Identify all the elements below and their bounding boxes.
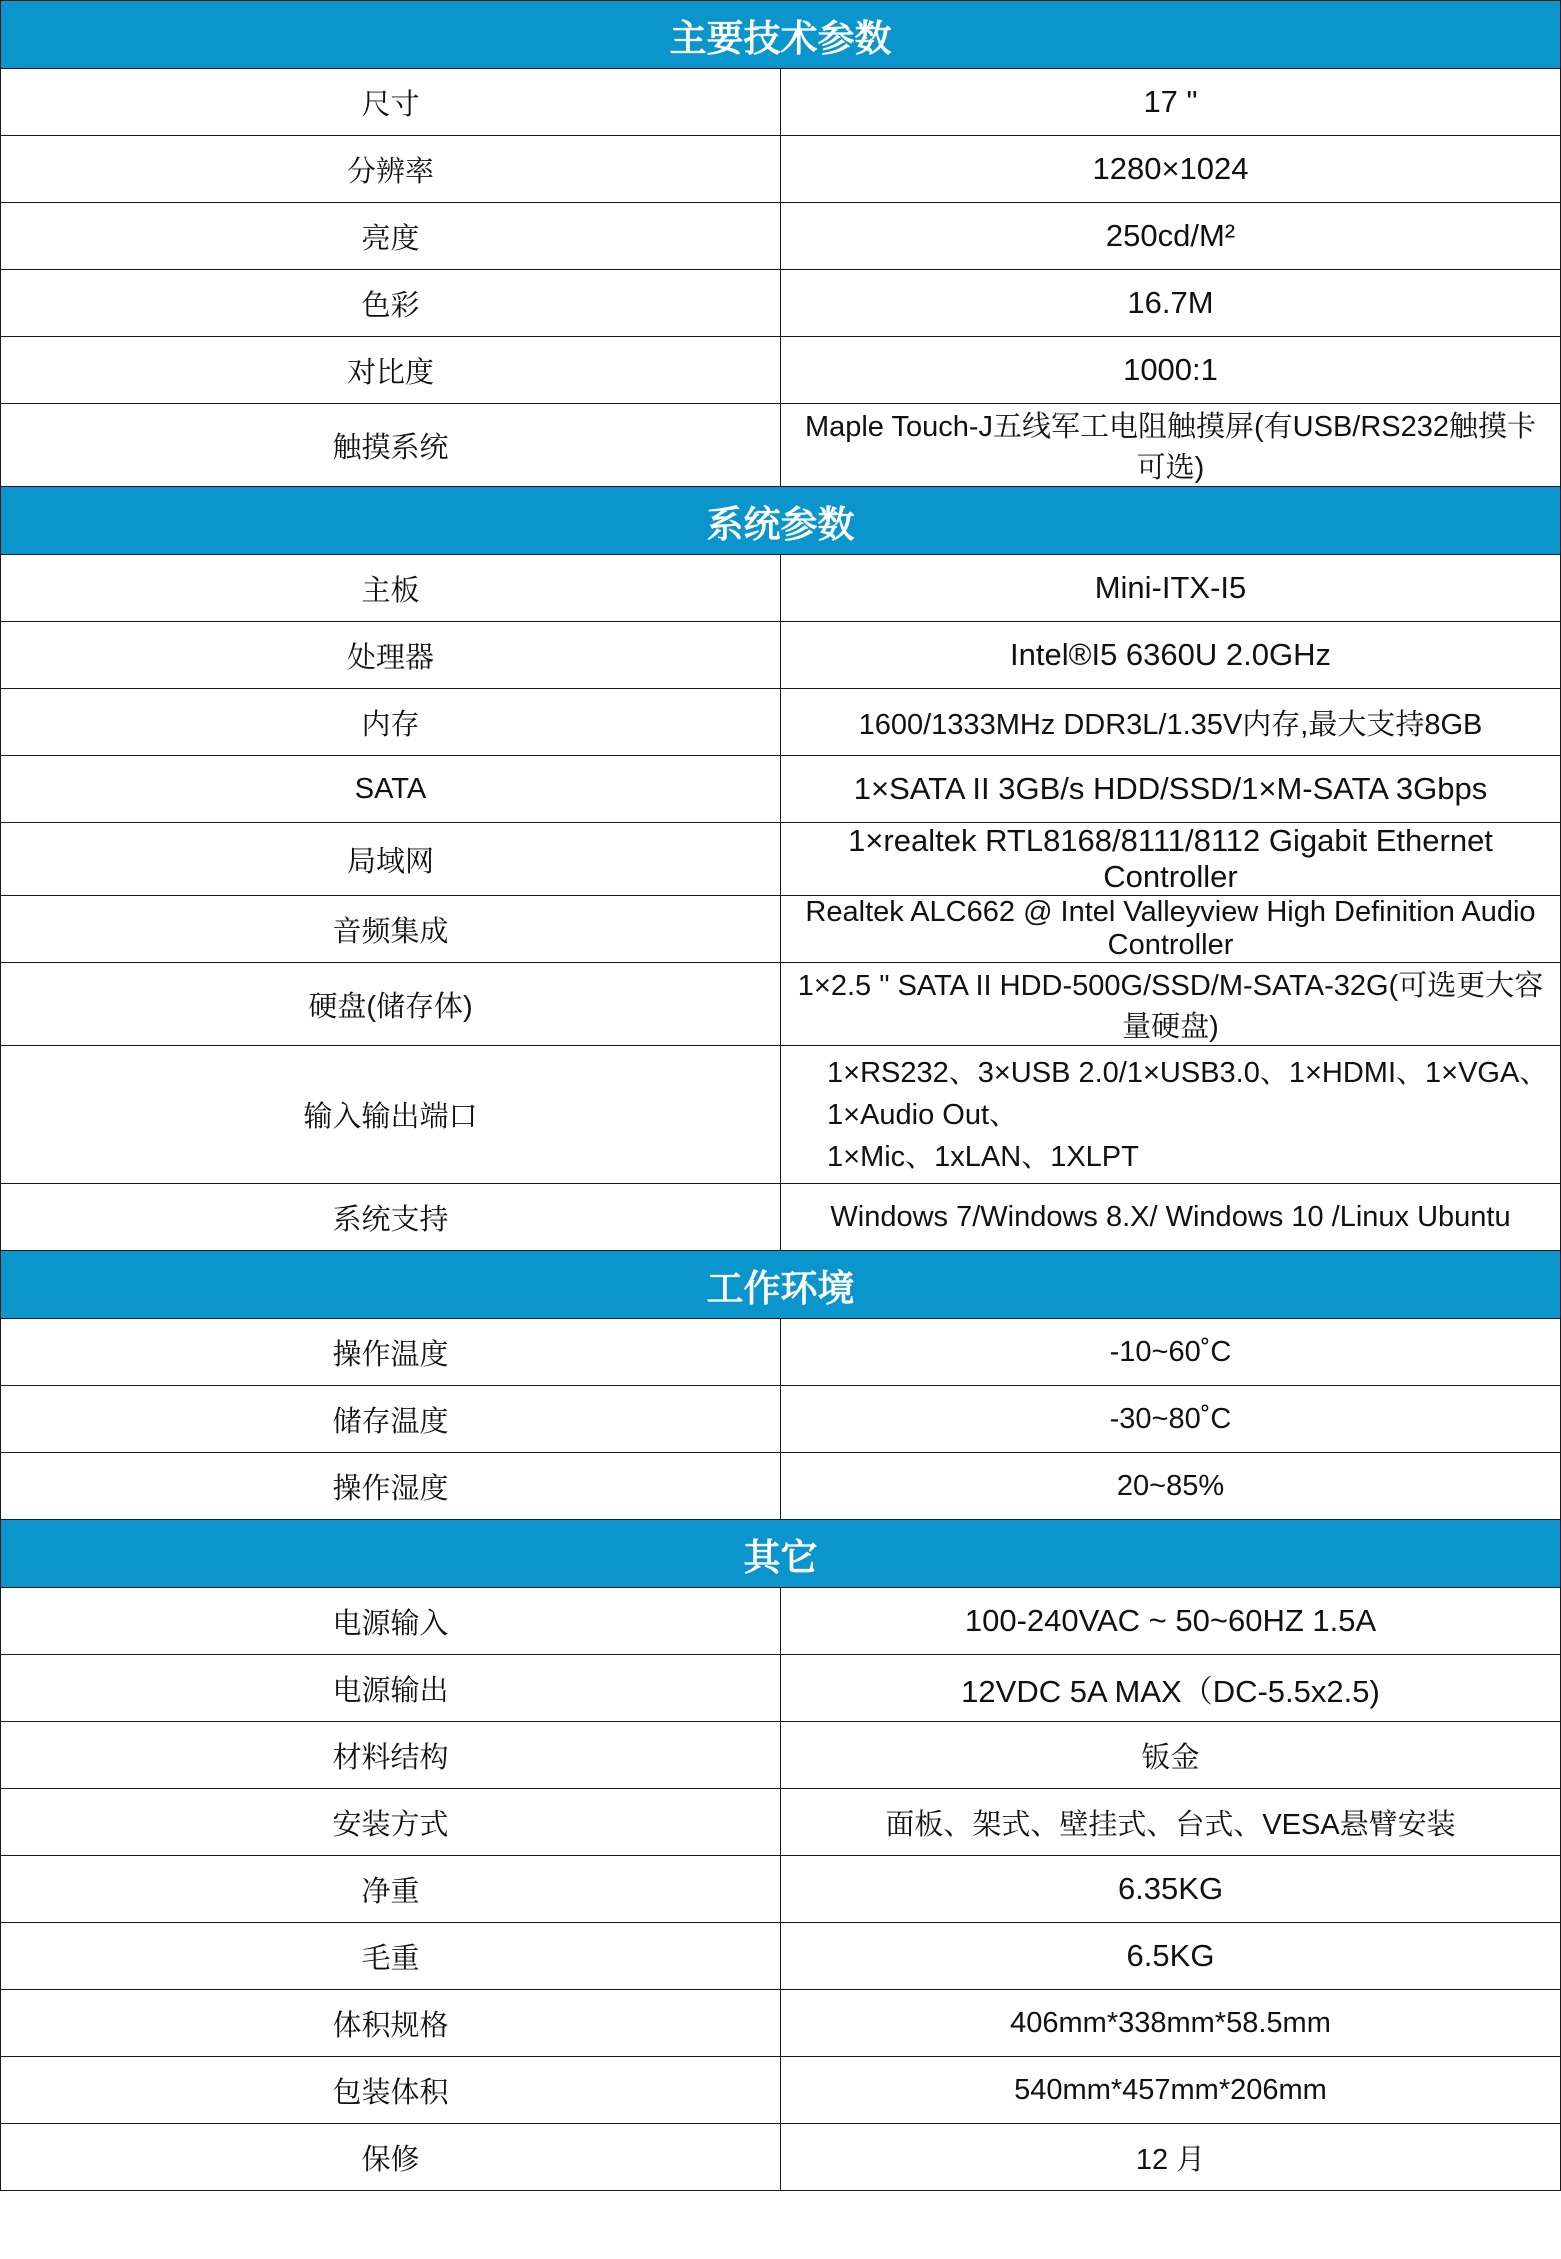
table-row bbox=[1, 963, 1561, 1046]
table-row bbox=[1, 823, 1561, 896]
row-label: 储存温度 bbox=[1, 1386, 781, 1453]
table-row bbox=[1, 896, 1561, 963]
row-value: Realtek ALC662 @ Intel Valleyview High Definition Audio Controller bbox=[781, 896, 1561, 963]
table-row bbox=[1, 203, 1561, 270]
row-value: 6.5KG bbox=[781, 1923, 1561, 1990]
section-title: 主要技术参数 bbox=[1, 1, 1561, 69]
row-label: 主板 bbox=[1, 555, 781, 622]
row-label: 输入输出端口 bbox=[1, 1046, 781, 1184]
row-value: -10~60˚C bbox=[781, 1319, 1561, 1386]
table-row bbox=[1, 1588, 1561, 1655]
row-value: 250cd/M² bbox=[781, 203, 1561, 270]
table-row bbox=[1, 404, 1561, 487]
section-title: 其它 bbox=[1, 1520, 1561, 1588]
row-label: 亮度 bbox=[1, 203, 781, 270]
row-value: 100-240VAC ~ 50~60HZ 1.5A bbox=[781, 1588, 1561, 1655]
row-value: 6.35KG bbox=[781, 1856, 1561, 1923]
row-label: 安装方式 bbox=[1, 1789, 781, 1856]
table-row bbox=[1, 1453, 1561, 1520]
row-label: 电源输出 bbox=[1, 1655, 781, 1722]
table-row bbox=[1, 270, 1561, 337]
row-value: 1280×1024 bbox=[781, 136, 1561, 203]
row-label: 保修 bbox=[1, 2124, 781, 2191]
section-title: 工作环境 bbox=[1, 1251, 1561, 1319]
row-value: 1600/1333MHz DDR3L/1.35V内存,最大支持8GB bbox=[781, 689, 1561, 756]
row-value: 12 月 bbox=[781, 2124, 1561, 2191]
table-row bbox=[1, 1923, 1561, 1990]
row-value: 20~85% bbox=[781, 1453, 1561, 1520]
table-row bbox=[1, 2057, 1561, 2124]
table-row bbox=[1, 1386, 1561, 1453]
table-row bbox=[1, 1856, 1561, 1923]
row-value-line: 1×Mic、1xLAN、1XLPT bbox=[827, 1140, 1139, 1173]
row-value: 钣金 bbox=[781, 1722, 1561, 1789]
row-label: 色彩 bbox=[1, 270, 781, 337]
row-value: 16.7M bbox=[781, 270, 1561, 337]
section-title: 系统参数 bbox=[1, 487, 1561, 555]
table-row bbox=[1, 1789, 1561, 1856]
row-label: 净重 bbox=[1, 1856, 781, 1923]
table-row bbox=[1, 1990, 1561, 2057]
section-header-other bbox=[1, 1520, 1561, 1588]
row-value: 面板、架式、壁挂式、台式、VESA悬臂安装 bbox=[781, 1789, 1561, 1856]
row-value: 12VDC 5A MAX（DC-5.5x2.5) bbox=[781, 1655, 1561, 1722]
row-label: 材料结构 bbox=[1, 1722, 781, 1789]
row-value-line: 1×RS232、3×USB 2.0/1×USB3.0、1×HDMI、1×VGA、1×Audio Out、 bbox=[827, 1056, 1549, 1131]
row-label: 包装体积 bbox=[1, 2057, 781, 2124]
table-row bbox=[1, 1655, 1561, 1722]
row-label: 毛重 bbox=[1, 1923, 781, 1990]
row-label: 分辨率 bbox=[1, 136, 781, 203]
row-value: Maple Touch-J五线军工电阻触摸屏(有USB/RS232触摸卡可选) bbox=[781, 404, 1561, 487]
row-value: -30~80˚C bbox=[781, 1386, 1561, 1453]
row-label: 触摸系统 bbox=[1, 404, 781, 487]
row-label: SATA bbox=[1, 756, 781, 823]
row-label: 硬盘(储存体) bbox=[1, 963, 781, 1046]
table-row bbox=[1, 337, 1561, 404]
row-value-multiline bbox=[781, 1046, 1561, 1184]
row-value: Windows 7/Windows 8.X/ Windows 10 /Linux Ubuntu bbox=[781, 1184, 1561, 1251]
row-label: 内存 bbox=[1, 689, 781, 756]
section-header-main-specs bbox=[1, 1, 1561, 69]
row-label: 尺寸 bbox=[1, 69, 781, 136]
row-value: 1×SATA II 3GB/s HDD/SSD/1×M-SATA 3Gbps bbox=[781, 756, 1561, 823]
row-label: 对比度 bbox=[1, 337, 781, 404]
table-row bbox=[1, 1722, 1561, 1789]
row-label: 处理器 bbox=[1, 622, 781, 689]
table-row bbox=[1, 136, 1561, 203]
table-row bbox=[1, 2124, 1561, 2191]
table-row bbox=[1, 1184, 1561, 1251]
row-value: 406mm*338mm*58.5mm bbox=[781, 1990, 1561, 2057]
table-row bbox=[1, 756, 1561, 823]
section-header-environment bbox=[1, 1251, 1561, 1319]
row-value: Mini-ITX-I5 bbox=[781, 555, 1561, 622]
row-value: 17 " bbox=[781, 69, 1561, 136]
row-value: 1×2.5 " SATA II HDD-500G/SSD/M-SATA-32G(可选更大容量硬盘) bbox=[781, 963, 1561, 1046]
table-row bbox=[1, 1319, 1561, 1386]
row-label: 系统支持 bbox=[1, 1184, 781, 1251]
table-row bbox=[1, 689, 1561, 756]
row-label: 体积规格 bbox=[1, 1990, 781, 2057]
row-value: 1000:1 bbox=[781, 337, 1561, 404]
table-row bbox=[1, 1046, 1561, 1184]
row-label: 音频集成 bbox=[1, 896, 781, 963]
table-row bbox=[1, 622, 1561, 689]
table-row bbox=[1, 555, 1561, 622]
row-value: 540mm*457mm*206mm bbox=[781, 2057, 1561, 2124]
row-label: 局域网 bbox=[1, 823, 781, 896]
row-label: 操作温度 bbox=[1, 1319, 781, 1386]
row-value: Intel®I5 6360U 2.0GHz bbox=[781, 622, 1561, 689]
row-value: 1×realtek RTL8168/8111/8112 Gigabit Ethernet Controller bbox=[781, 823, 1561, 896]
row-label: 电源输入 bbox=[1, 1588, 781, 1655]
row-label: 操作湿度 bbox=[1, 1453, 781, 1520]
section-header-system-specs bbox=[1, 487, 1561, 555]
table-row bbox=[1, 69, 1561, 136]
